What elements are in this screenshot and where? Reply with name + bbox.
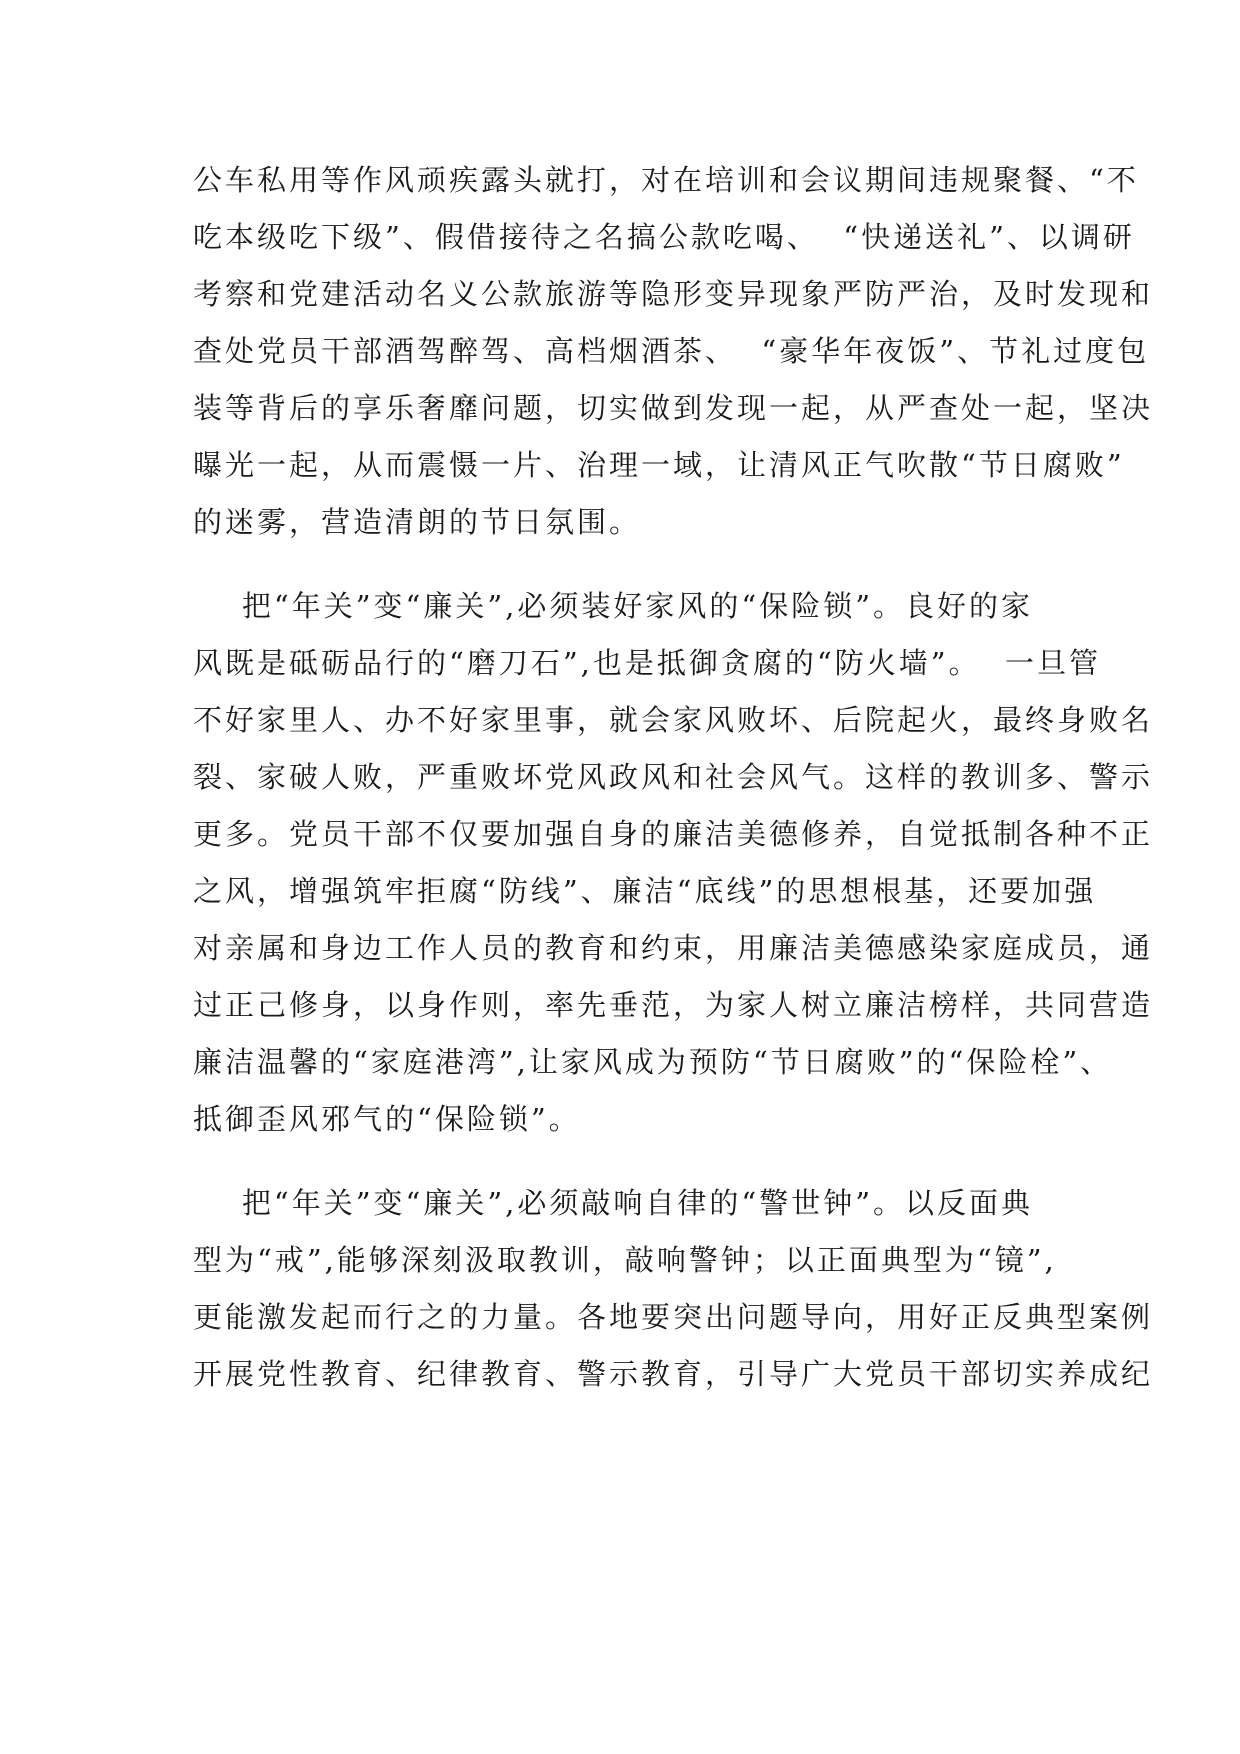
- text-line: 公车私用等作风顽疾露头就打，对在培训和会议期间违规聚餐、“不: [193, 163, 1139, 197]
- text-line: 更多。党员干部不仅要加强自身的廉洁美德修养，自觉抵制各种不正: [193, 817, 1154, 851]
- text-line: 开展党性教育、纪律教育、警示教育，引导广大党员干部切实养成纪: [193, 1357, 1154, 1391]
- text-line: 考察和党建活动名义公款旅游等隐形变异现象严防严治，及时发现和: [193, 277, 1154, 311]
- paragraph-1: [193, 152, 1154, 551]
- text-line: 装等背后的享乐奢靡问题，切实做到发现一起，从严查处一起，坚决: [193, 391, 1154, 425]
- text-line: 把“年关”变“廉关”,必须敲响自律的“警世钟”。以反面典: [193, 1186, 1034, 1220]
- text-line: 更能激发起而行之的力量。各地要突出问题导向，用好正反典型案例: [193, 1300, 1154, 1334]
- text-line: 廉洁温馨的“家庭港湾”,让家风成为预防“节日腐败”的“保险栓”、: [193, 1045, 1113, 1079]
- text-line: 把“年关”变“廉关”,必须装好家风的“保险锁”。良好的家: [193, 589, 1034, 623]
- text-line: 风既是砥砺品行的“磨刀石”,也是抵御贪腐的“防火墙”。 一旦管: [193, 646, 1101, 680]
- text-line: 裂、家破人败，严重败坏党风政风和社会风气。这样的教训多、警示: [193, 760, 1154, 794]
- text-line: 抵御歪风邪气的“保险锁”。: [193, 1102, 581, 1136]
- text-line: 之风，增强筑牢拒腐“防线”、廉洁“底线”的思想根基，还要加强: [193, 874, 1097, 908]
- text-line: 对亲属和身边工作人员的教育和约束，用廉洁美德感染家庭成员，通: [193, 931, 1154, 965]
- text-line: 查处党员干部酒驾醉驾、高档烟酒茶、 “豪华年夜饭”、节礼过度包: [193, 334, 1150, 368]
- text-line: 的迷雾，营造清朗的节日氛围。: [193, 505, 642, 539]
- text-line: 曝光一起，从而震慑一片、治理一域，让清风正气吹散“节日腐败”: [193, 448, 1125, 482]
- text-line: 不好家里人、办不好家里事，就会家风败坏、后院起火，最终身败名: [193, 703, 1154, 737]
- text-line: 型为“戒”,能够深刻汲取教训，敲响警钟；以正面典型为“镜”,: [193, 1243, 1057, 1277]
- text-line: 过正己修身，以身作则，率先垂范，为家人树立廉洁榜样，共同营造: [193, 988, 1154, 1022]
- paragraph-3: [193, 1175, 1154, 1403]
- text-line: 吃本级吃下级”、假借接待之名搞公款吃喝、 “快递送礼”、以调研: [193, 220, 1135, 254]
- paragraph-2: [193, 578, 1154, 1148]
